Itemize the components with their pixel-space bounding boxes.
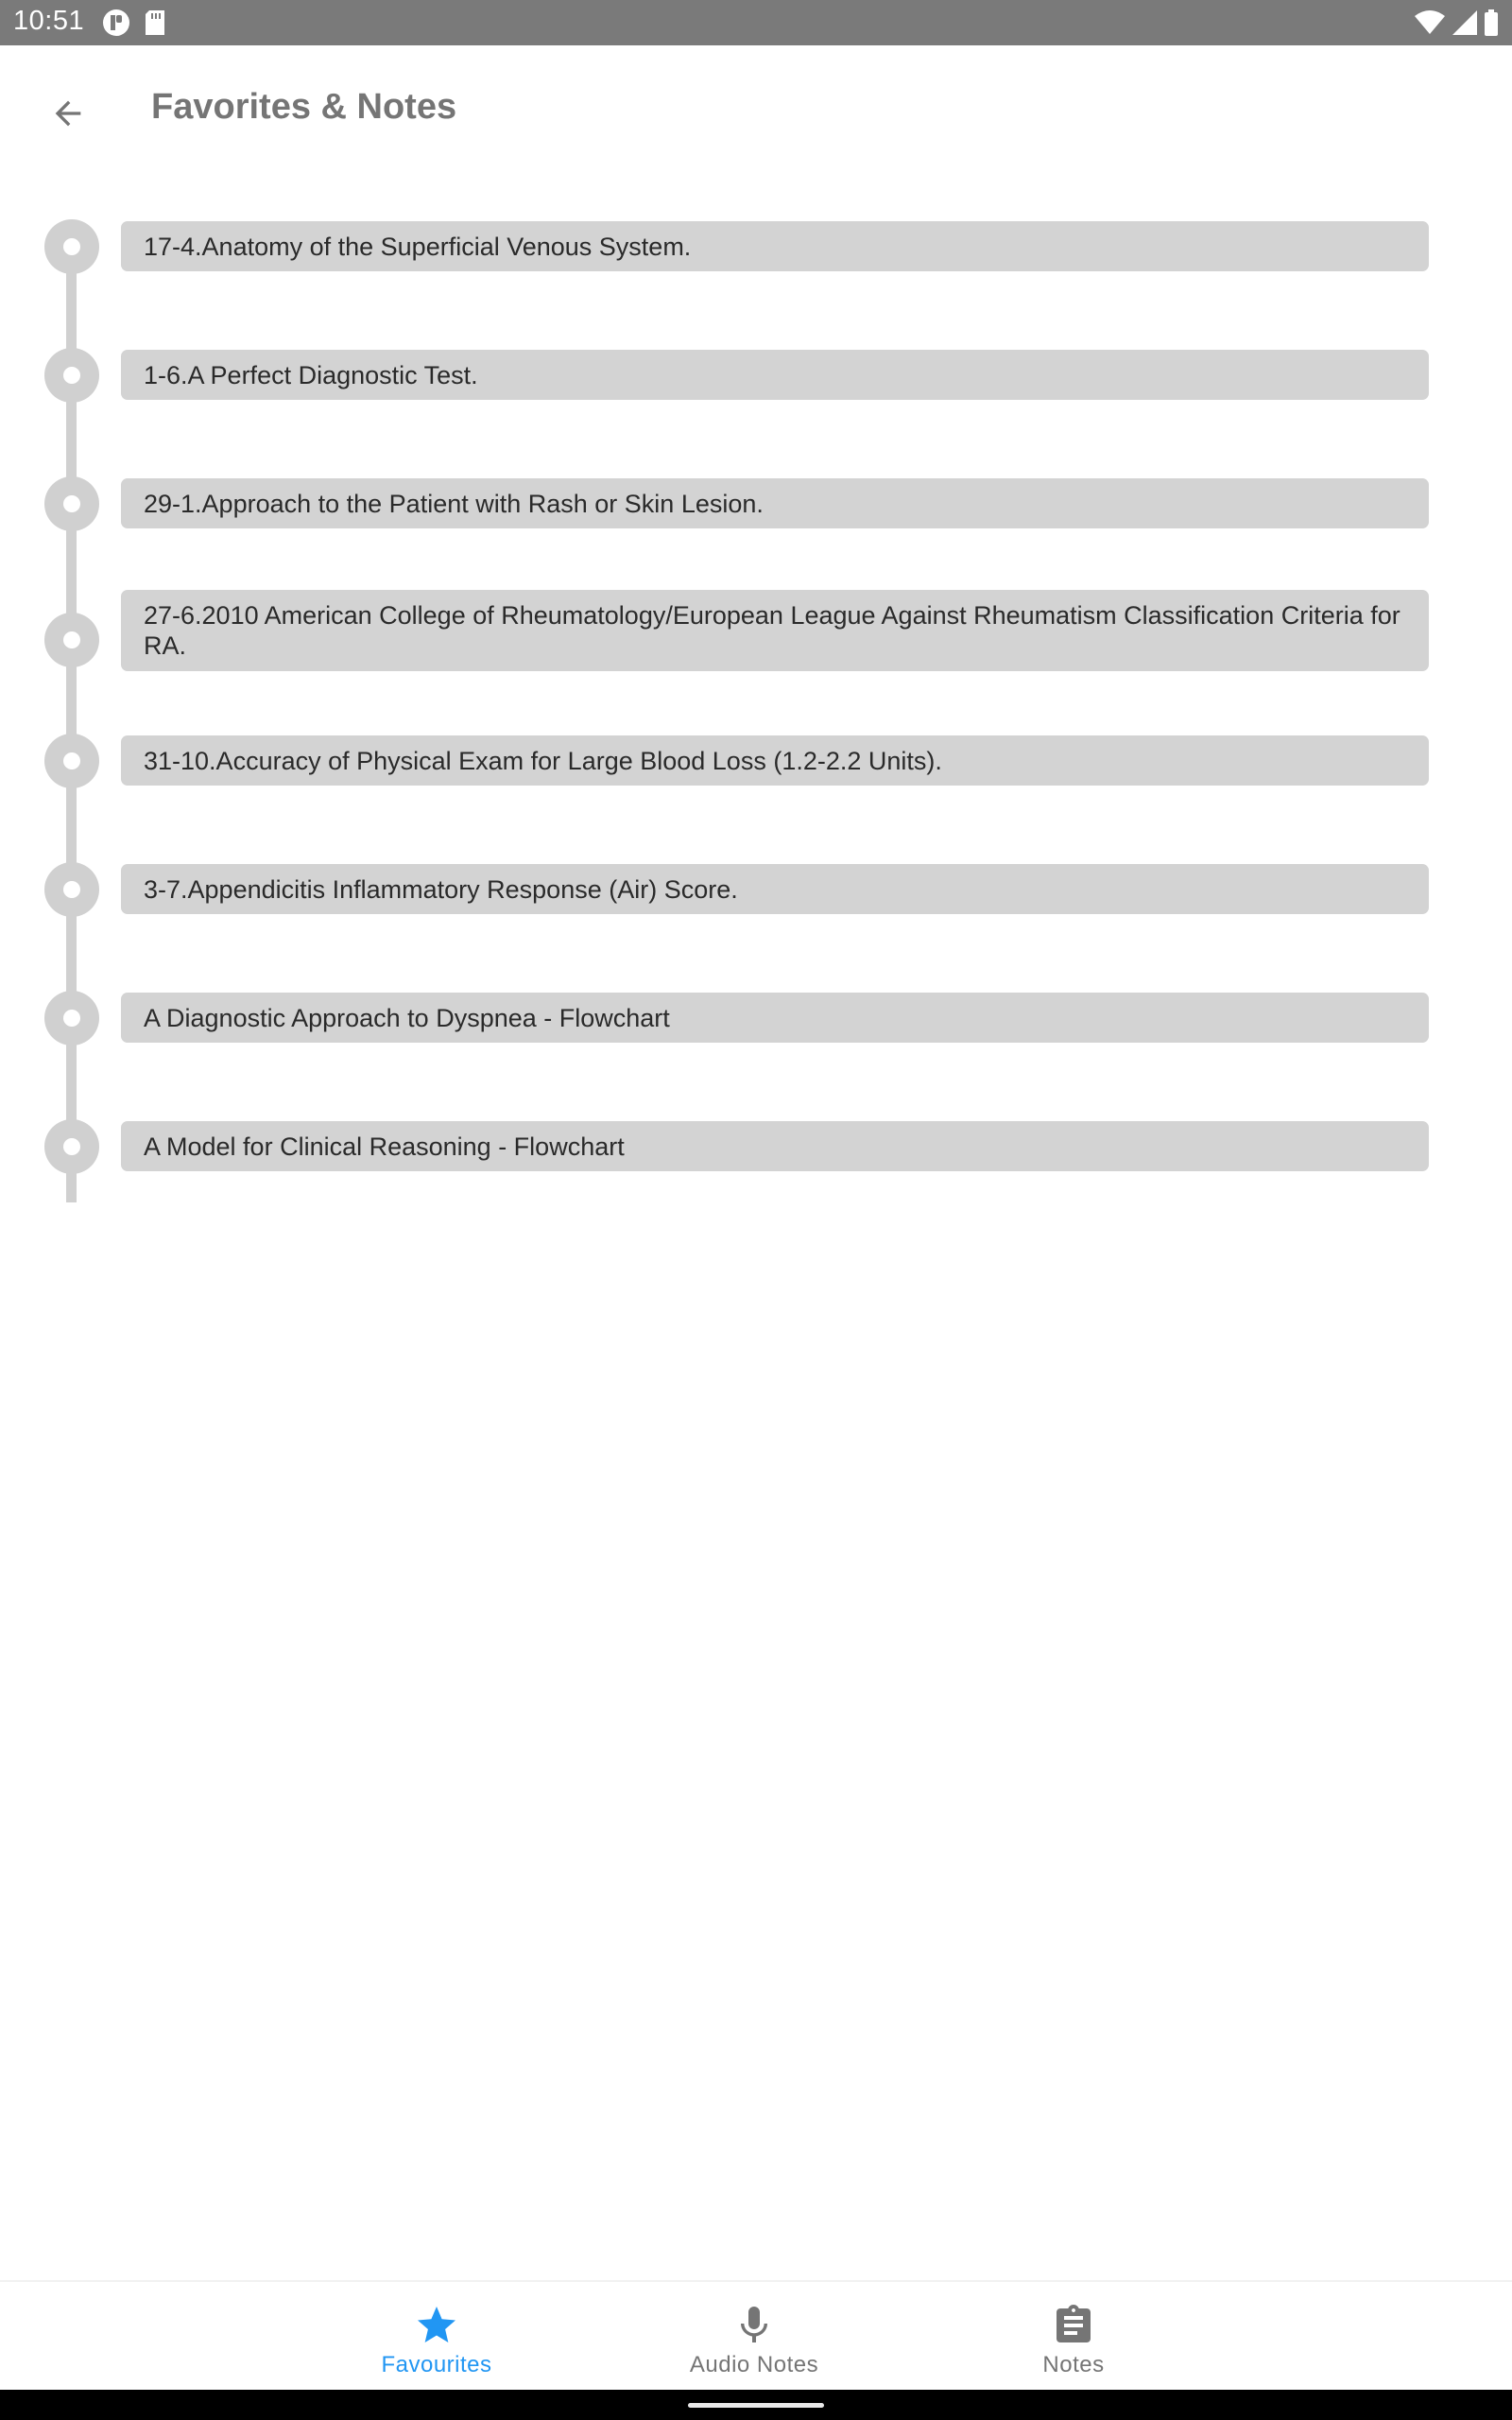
timeline-dot bbox=[44, 219, 99, 274]
microphone-icon bbox=[731, 2303, 777, 2348]
status-left-icons bbox=[102, 9, 166, 37]
nav-tab-notes[interactable] bbox=[951, 2282, 1196, 2392]
clipboard-icon bbox=[1051, 2303, 1096, 2348]
status-time: 10:51 bbox=[13, 6, 85, 36]
favorite-item-card[interactable]: 3-7.Appendicitis Inflammatory Response (Air) Score. bbox=[121, 864, 1429, 914]
home-indicator[interactable] bbox=[688, 2403, 824, 2408]
favorite-item-card[interactable]: 1-6.A Perfect Diagnostic Test. bbox=[121, 350, 1429, 400]
bottom-navigation bbox=[0, 2280, 1512, 2392]
status-right-icons bbox=[1414, 9, 1499, 36]
favorite-item-card[interactable]: 27-6.2010 American College of Rheumatology/European League Against Rheumatism Classification Criteria for RA. bbox=[121, 590, 1429, 671]
timeline-dot bbox=[44, 348, 99, 403]
favorite-item-card[interactable]: 31-10.Accuracy of Physical Exam for Large Blood Loss (1.2-2.2 Units). bbox=[121, 735, 1429, 786]
wifi-icon bbox=[1414, 9, 1446, 36]
battery-icon bbox=[1484, 9, 1499, 36]
arrow-back-icon bbox=[49, 95, 87, 132]
system-navigation-bar bbox=[0, 2390, 1512, 2420]
timeline-dot bbox=[44, 613, 99, 667]
timeline-dot bbox=[44, 1119, 99, 1174]
notification-app-icon bbox=[102, 9, 130, 37]
back-button[interactable] bbox=[34, 79, 102, 147]
nav-tab-audio-notes[interactable] bbox=[631, 2282, 877, 2392]
nav-label-favourites: Favourites bbox=[381, 2352, 492, 2377]
timeline-dot bbox=[44, 991, 99, 1046]
timeline-dot bbox=[44, 862, 99, 917]
app-bar bbox=[0, 45, 1512, 168]
timeline-dot bbox=[44, 734, 99, 788]
nav-tab-favourites[interactable] bbox=[314, 2282, 559, 2392]
favorite-item-card[interactable]: A Diagnostic Approach to Dyspnea - Flowchart bbox=[121, 993, 1429, 1043]
star-icon bbox=[414, 2303, 459, 2348]
status-bar bbox=[0, 0, 1512, 45]
nav-label-notes: Notes bbox=[1042, 2352, 1105, 2377]
sd-card-icon bbox=[144, 9, 166, 37]
page-title: Favorites & Notes bbox=[151, 87, 457, 127]
favorite-item-card[interactable]: A Model for Clinical Reasoning - Flowchart bbox=[121, 1121, 1429, 1171]
signal-icon bbox=[1452, 9, 1478, 36]
favorite-item-card[interactable]: 29-1.Approach to the Patient with Rash or Skin Lesion. bbox=[121, 478, 1429, 528]
timeline-dot bbox=[44, 476, 99, 531]
favorite-item-card[interactable]: 17-4.Anatomy of the Superficial Venous System. bbox=[121, 221, 1429, 271]
nav-label-audio-notes: Audio Notes bbox=[689, 2352, 819, 2377]
